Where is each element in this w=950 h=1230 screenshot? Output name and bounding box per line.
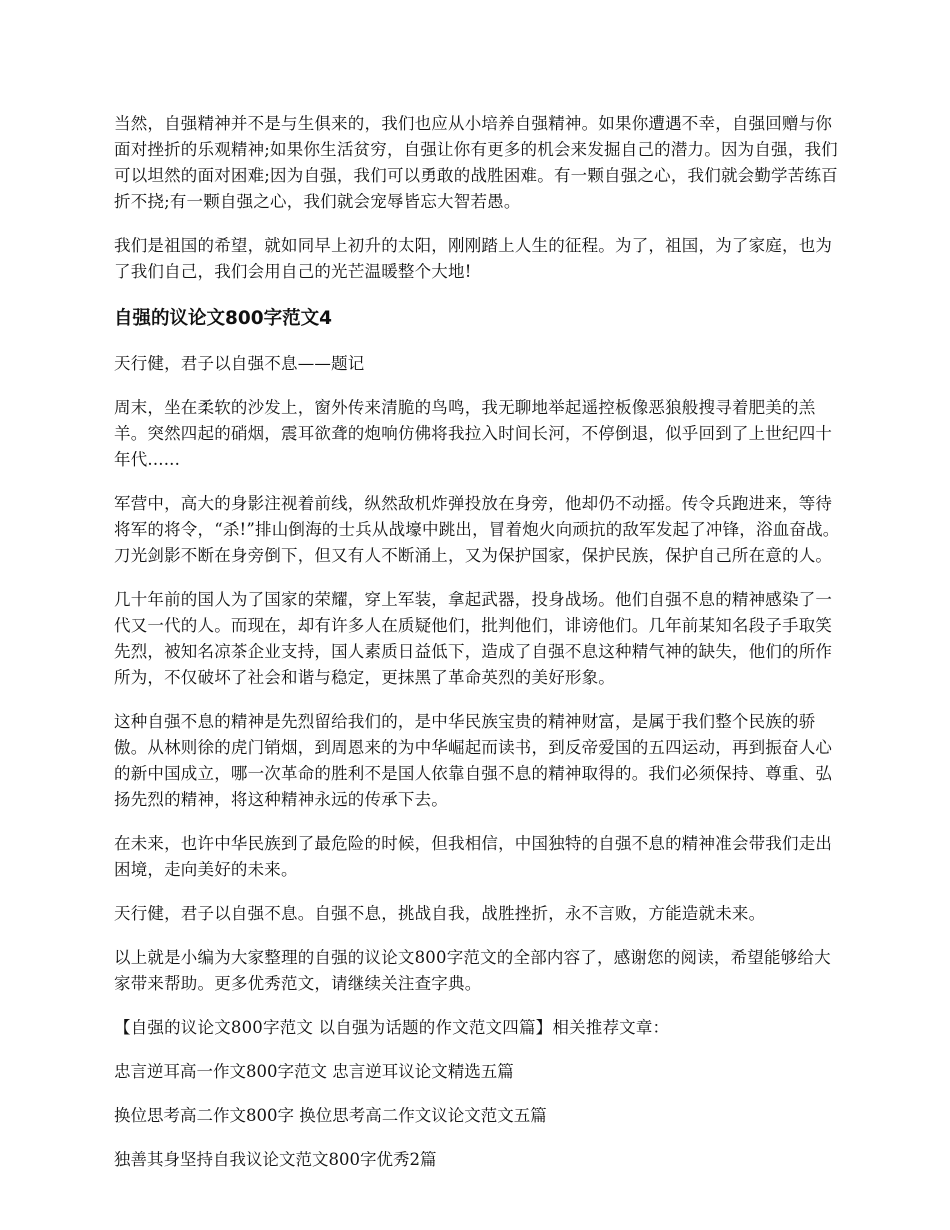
section-heading: 自强的议论文800字范文4 bbox=[114, 308, 332, 329]
epigraph: 天行健，君子以自强不息——题记 bbox=[114, 354, 365, 373]
paragraph: 天行健，君子以自强不息。自强不息，挑战自我，战胜挫折，永不言败，方能造就未来。 bbox=[114, 904, 766, 923]
paragraph: 当然，自强精神并不是与生俱来的，我们也应从小培养自强精神。如果你遭遇不幸，自强回赠与你面对挫折的乐观精神;如果你生活贫穷，自强让你有更多的机会来发掘自己的潜力。因为自强，我们可以坦然的面对困难;因为自强，我们可以勇敢的战胜困难。有一颗自强之心，我们就会勤学苦练百折不挠;有一颗自强之心，我们就会宠辱皆忘大智若愚。 bbox=[114, 114, 838, 211]
related-article-link[interactable]: 换位思考高二作文800字 换位思考高二作文议论文范文五篇 bbox=[114, 1106, 547, 1125]
related-article-link[interactable]: 忠言逆耳高一作文800字范文 忠言逆耳议论文精选五篇 bbox=[114, 1062, 514, 1081]
closing-paragraph: 以上就是小编为大家整理的自强的议论文800字范文的全部内容了，感谢您的阅读，希望能够给大家带来帮助。更多优秀范文，请继续关注查字典。 bbox=[114, 948, 831, 993]
paragraph: 几十年前的国人为了国家的荣耀，穿上军装，拿起武器，投身战场。他们自强不息的精神感染了一代又一代的人。而现在，却有许多人在质疑他们，批判他们，诽谤他们。几年前某知名段子手取笑先烈，被知名凉茶企业支持，国人素质日益低下，造成了自强不息这种精气神的缺失，他们的所作所为，不仅破坏了社会和谐与稳定，更抹黑了革命英烈的美好形象。 bbox=[114, 590, 833, 687]
paragraph: 周末，坐在柔软的沙发上，窗外传来清脆的鸟鸣，我无聊地举起遥控板像恶狼般搜寻着肥美的羔羊。突然四起的硝烟，震耳欲聋的炮响仿佛将我拉入时间长河，不停倒退，似乎回到了上世纪四十年代...... bbox=[114, 398, 833, 469]
paragraph: 在未来，也许中华民族到了最危险的时候，但我相信，中国独特的自强不息的精神准会带我们走出困境，走向美好的未来。 bbox=[114, 834, 833, 879]
related-article-link[interactable]: 独善其身坚持自我议论文范文800字优秀2篇 bbox=[114, 1150, 437, 1169]
related-articles-heading: 【自强的议论文800字范文 以自强为话题的作文范文四篇】相关推荐文章： bbox=[114, 1018, 670, 1037]
paragraph: 军营中，高大的身影注视着前线，纵然敌机炸弹投放在身旁，他却仍不动摇。传令兵跑进来，等待将军的将令，“杀!”排山倒海的士兵从战壕中跳出，冒着炮火向顽抗的敌军发起了冲锋，浴血奋战。刀光剑影不断在身旁倒下，但又有人不断涌上，又为保护国家，保护民族，保护自己所在意的人。 bbox=[114, 494, 840, 565]
paragraph: 这种自强不息的精神是先烈留给我们的，是中华民族宝贵的精神财富，是属于我们整个民族的骄傲。从林则徐的虎门销烟，到周恩来的为中华崛起而读书，到反帝爱国的五四运动，再到振奋人心的新中国成立，哪一次革命的胜利不是国人依靠自强不息的精神取得的。我们必须保持、尊重、弘扬先烈的精神，将这种精神永远的传承下去。 bbox=[114, 712, 833, 809]
paragraph: 我们是祖国的希望，就如同早上初升的太阳，刚刚踏上人生的征程。为了，祖国，为了家庭，也为了我们自己，我们会用自己的光芒温暖整个大地! bbox=[114, 236, 833, 281]
